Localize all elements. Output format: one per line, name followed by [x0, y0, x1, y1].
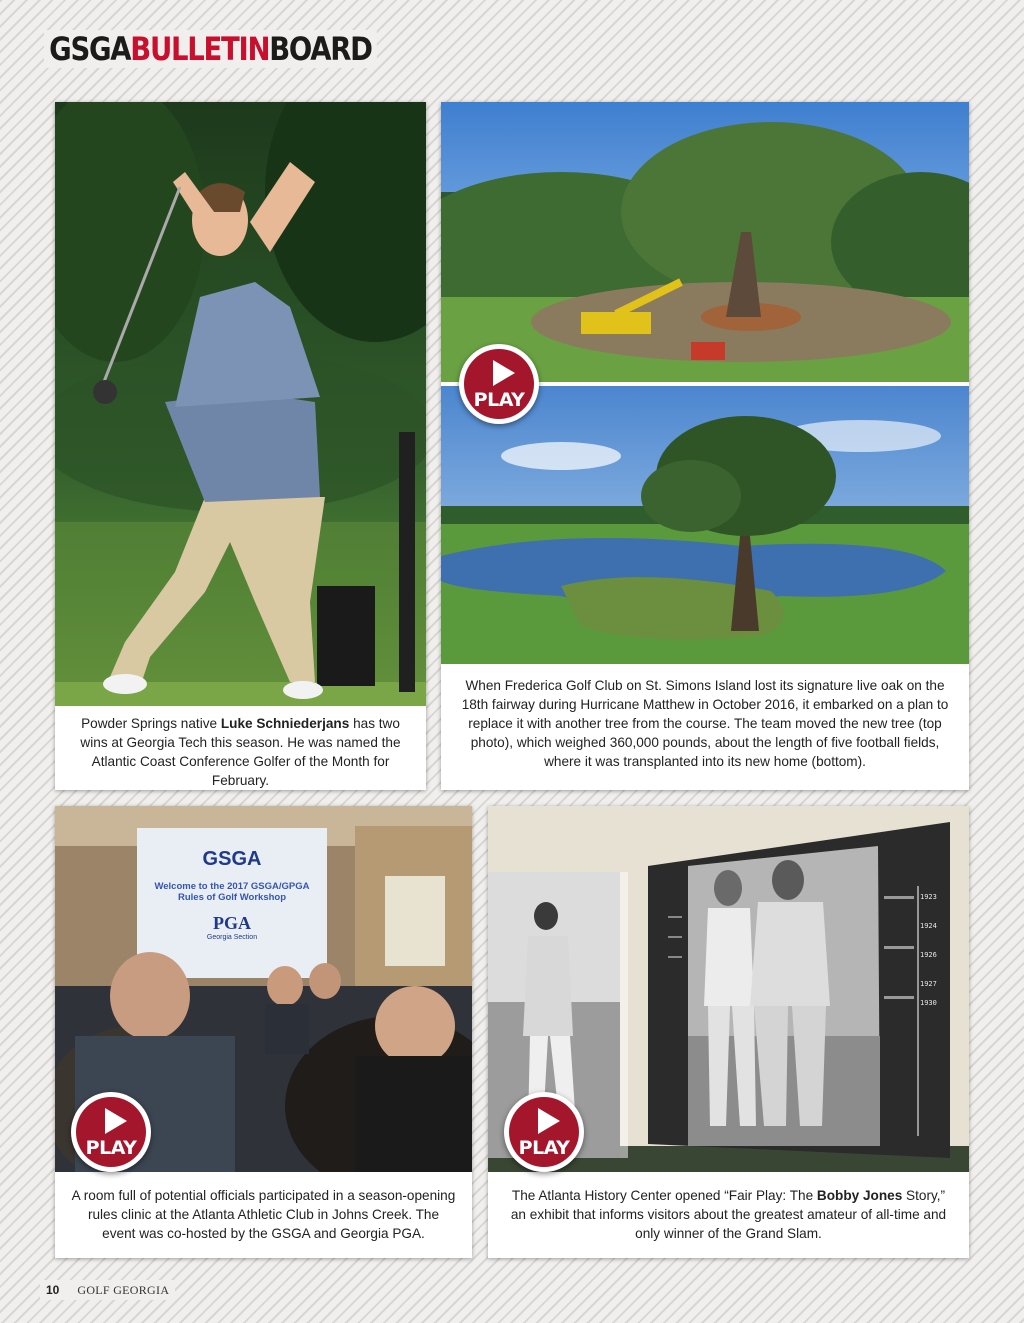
page-number: 10: [46, 1283, 60, 1297]
screen-georgia-section: Georgia Section: [206, 934, 258, 941]
timeline-year: 1923: [920, 893, 937, 901]
screen-pga-logo: PGA: [213, 913, 251, 933]
tree-transplanted-photo: [441, 386, 969, 664]
bobby-jones-name: Bobby Jones: [816, 1188, 903, 1203]
screen-gsga-logo: GSGA: [202, 848, 262, 870]
screen-workshop-line: Rules of Golf Workshop: [177, 892, 287, 903]
workshop-play-button[interactable]: PLAY: [71, 1092, 151, 1172]
workshop-caption: A room full of potential officials participated in a season-opening rules clinic at the Atlanta Athletic Club in Johns Creek. The event was co-hosted by the GSGA and Georgia PGA.: [71, 1188, 456, 1241]
tree-move-photo: [441, 102, 969, 382]
timeline-year: 1930: [920, 999, 937, 1007]
frederica-play-button[interactable]: PLAY: [459, 344, 539, 424]
magazine-name: GOLF GEORGIA: [77, 1282, 170, 1297]
timeline-years: [920, 894, 950, 1007]
bobby-jones-caption: The Atlanta History Center opened “Fair Play: The Bobby Jones Story,” an exhibit that informs visitors about the greatest amateur of all-time and only winner of the Grand Slam.: [510, 1188, 947, 1241]
page-footer: [40, 1280, 175, 1300]
masthead-board: BOARD: [269, 30, 372, 68]
golfer-story-card: [55, 102, 426, 790]
bobby-jones-story-card: [488, 806, 969, 1258]
play-icon: [538, 1108, 560, 1134]
play-icon: [105, 1108, 127, 1134]
masthead-gsga: GSGA: [49, 30, 131, 68]
projector-screen: [139, 830, 325, 976]
bobby-jones-play-button[interactable]: PLAY: [504, 1092, 584, 1172]
masthead-bulletin: BULLETIN: [130, 30, 270, 68]
play-icon: [493, 360, 515, 386]
golfer-caption: Powder Springs native Luke Schniederjans has two wins at Georgia Tech this season. He was named the Atlantic Coast Conference Golfer of the Month for February.: [80, 716, 401, 788]
section-masthead: [44, 30, 377, 68]
screen-welcome-line: Welcome to the 2017 GSGA/GPGA: [154, 881, 310, 892]
golfer-photo: [55, 102, 426, 706]
frederica-caption: When Frederica Golf Club on St. Simons Island lost its signature live oak on the 18th fairway during Hurricane Matthew in October 2016, it embarked on a plan to replace it with another tree from the course. The team moved the new tree (top photo), which weighed 360,000 pounds, about the length of five football fields, where it was transplanted into its new home (bottom).: [461, 678, 949, 769]
timeline-year: 1924: [920, 922, 937, 930]
timeline-year: 1926: [920, 951, 937, 959]
golfer-name: Luke Schniederjans: [220, 716, 350, 731]
timeline-year: 1927: [920, 980, 937, 988]
workshop-story-card: [55, 806, 472, 1258]
frederica-story-card: [441, 102, 969, 790]
